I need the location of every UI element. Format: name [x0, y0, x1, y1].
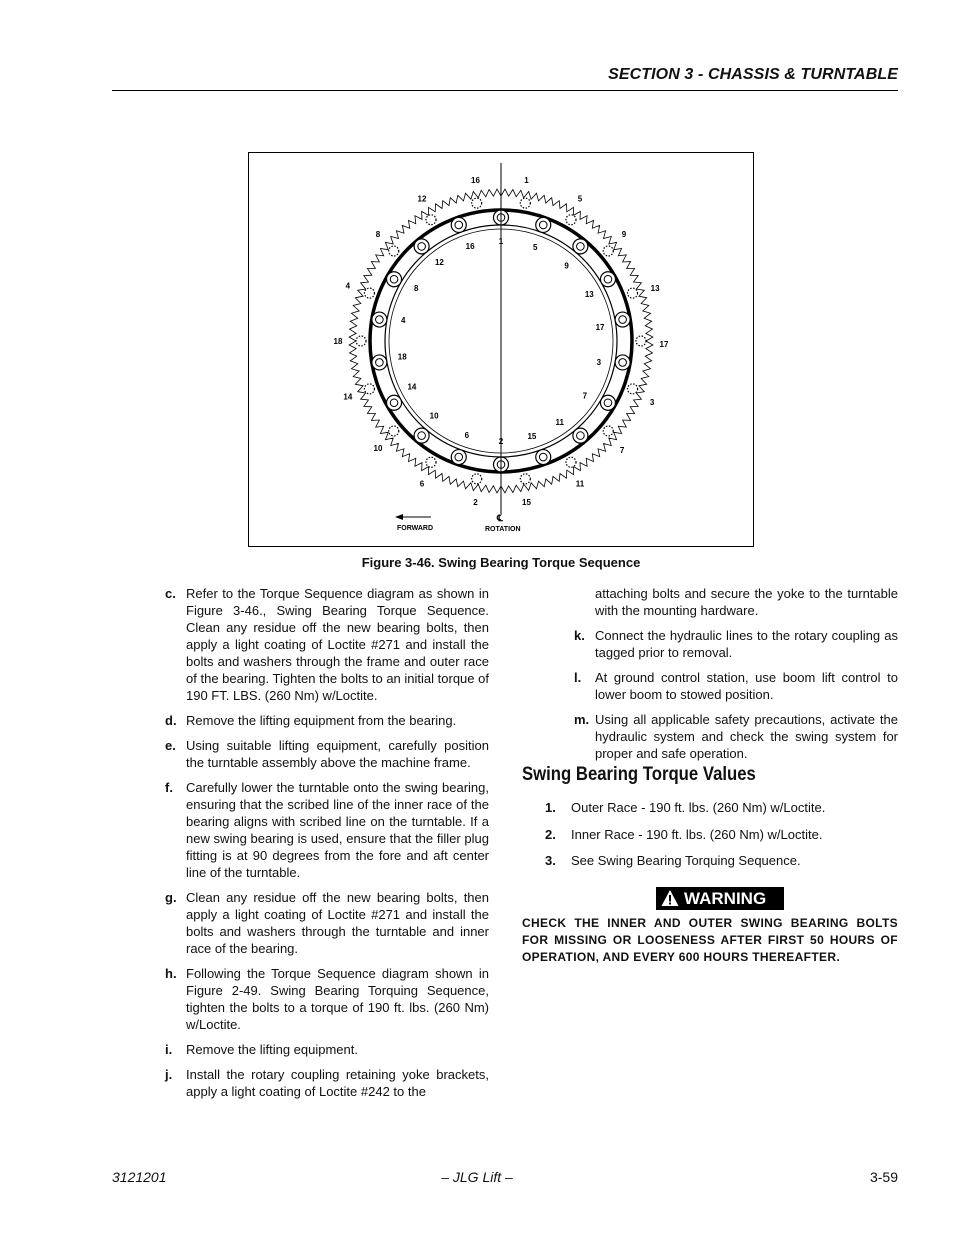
outer-bolt-hole: [566, 457, 576, 467]
list-item: 2. Inner Race - 190 ft. lbs. (260 Nm) w/Loctite.: [545, 826, 823, 842]
inner-bolt-hole: [414, 239, 429, 254]
inner-sequence-label: 16: [465, 241, 475, 251]
outer-bolt-hole: [389, 426, 399, 436]
outer-sequence-label: 10: [373, 443, 383, 453]
outer-sequence-label: 9: [621, 230, 627, 240]
inner-sequence-label: 14: [407, 382, 417, 392]
inner-bolt-hole: [600, 272, 615, 287]
outer-sequence-label: 6: [419, 479, 425, 489]
inner-bolt-hole: [536, 450, 551, 465]
outer-bolt-hole: [566, 215, 576, 225]
outer-bolt-hole: [636, 336, 646, 346]
outer-sequence-label: 8: [375, 230, 381, 240]
footer-brand: – JLG Lift –: [441, 1169, 513, 1185]
outer-sequence-label: 15: [522, 497, 531, 507]
step-continuation: attaching bolts and secure the yoke to the turntable with the mounting hardware.: [595, 586, 898, 618]
torque-values-list: [545, 799, 905, 879]
outer-sequence-label: 11: [575, 479, 585, 489]
warning-badge: [656, 887, 784, 910]
outer-sequence-label: 14: [343, 392, 353, 402]
step-item: k. Connect the hydraulic lines to the rotary coupling as tagged prior to removal.: [574, 628, 898, 660]
inner-sequence-label: 9: [564, 261, 569, 271]
inner-bolt-hole: [451, 450, 466, 465]
outer-sequence-label: 13: [650, 283, 660, 293]
inner-sequence-label: 6: [464, 430, 470, 440]
outer-bolt-hole: [364, 288, 374, 298]
step-item: g. Clean any residue off the new bearing bolts, then apply a light coating of Loctite #271 and install the bolts and washers through the turntable and inner race of the bearing.: [165, 890, 489, 956]
outer-bolt-hole: [628, 288, 638, 298]
rotation-label: ROTATION: [485, 526, 521, 533]
outer-sequence-label: 3: [649, 398, 655, 408]
step-item: m. Using all applicable safety precautions, activate the hydraulic system and check the swing system for proper and safe operation.: [574, 712, 898, 761]
outer-sequence-label: 7: [619, 446, 625, 456]
outer-sequence-label: 17: [659, 339, 669, 349]
outer-bolt-hole: [603, 246, 613, 256]
inner-sequence-label: 12: [434, 258, 444, 268]
inner-bolt-hole: [600, 395, 615, 410]
torque-values-heading: Swing Bearing Torque Values: [522, 764, 756, 785]
step-item: l. At ground control station, use boom lift control to lower boom to stowed position.: [574, 670, 898, 702]
outer-sequence-label: 4: [345, 281, 351, 291]
footer-doc-number: 3121201: [112, 1169, 167, 1185]
warning-text: CHECK THE INNER AND OUTER SWING BEARING BOLTS FOR MISSING OR LOOSENESS AFTER FIRST 50 HOURS OF OPERATION, AND EVERY 600 HOURS THEREAFTER.: [522, 916, 898, 964]
inner-bolt-hole: [615, 312, 630, 327]
figure-caption: Figure 3-46. Swing Bearing Torque Sequence: [361, 555, 641, 570]
swing-bearing-diagram: [249, 153, 753, 546]
warning-triangle-icon: [661, 889, 679, 907]
inner-sequence-label: 15: [527, 432, 537, 442]
step-item: c. Refer to the Torque Sequence diagram as shown in Figure 3-46., Swing Bearing Torque Sequence. Clean any residue off the new bearing bolts, then apply a light coating of Loctite #271 and install the bolts and washers through the frame and outer race of the bearing. Tighten the bolts to an initial torque of 190 FT. LBS. (260 Nm) w/Loctite.: [165, 586, 489, 703]
outer-bolt-hole: [364, 384, 374, 394]
inner-sequence-label: 7: [582, 391, 588, 401]
warning-label: WARNING: [684, 889, 767, 908]
inner-sequence-label: 3: [596, 357, 602, 367]
outer-bolt-hole: [472, 474, 482, 484]
outer-bolt-hole: [472, 198, 482, 208]
outer-bolt-hole: [389, 246, 399, 256]
footer-page-number: 3-59: [869, 1169, 898, 1185]
figure-frame: [248, 152, 754, 547]
page-header: [112, 64, 898, 91]
step-item: i. Remove the lifting equipment.: [165, 1042, 358, 1057]
outer-sequence-label: 12: [417, 194, 427, 204]
outer-bolt-hole: [603, 426, 613, 436]
inner-sequence-label: 5: [532, 243, 538, 253]
outer-bolt-hole: [520, 198, 530, 208]
inner-bolt-hole: [451, 217, 466, 232]
list-item: 3. See Swing Bearing Torquing Sequence.: [545, 853, 801, 868]
inner-sequence-label: 11: [555, 417, 565, 427]
inner-bolt-hole: [387, 395, 402, 410]
outer-bolt-hole: [520, 474, 530, 484]
inner-sequence-label: 1: [498, 237, 504, 246]
inner-bolt-hole: [372, 355, 387, 370]
centerline-symbol: ℄: [497, 513, 503, 523]
forward-arrow: [395, 514, 431, 520]
inner-sequence-label: 17: [595, 323, 605, 333]
outer-sequence-label: 1: [524, 176, 529, 186]
outer-bolt-hole: [356, 336, 366, 346]
outer-sequence-label: 18: [333, 337, 343, 346]
outer-bolt-hole: [628, 384, 638, 394]
forward-label: FORWARD: [397, 525, 434, 532]
inner-bolt-hole: [414, 428, 429, 443]
inner-bolt-hole: [573, 428, 588, 443]
step-item: e. Using suitable lifting equipment, carefully position the turntable assembly above the machine frame.: [165, 738, 489, 770]
list-item: 1. Outer Race - 190 ft. lbs. (260 Nm) w/Loctite.: [545, 800, 826, 815]
inner-bolt-hole: [615, 355, 630, 370]
step-item: j. Install the rotary coupling retaining yoke brackets, apply a light coating of Loctite #242 to the: [165, 1067, 489, 1099]
inner-sequence-label: 10: [429, 411, 439, 421]
inner-bolt-hole: [573, 239, 588, 254]
inner-sequence-label: 13: [584, 290, 594, 300]
step-item: h. Following the Torque Sequence diagram shown in Figure 2-49. Swing Bearing Torquing Sequence, tighten the bolts to a torque of 190 ft. lbs. (260 Nm) w/Loctite.: [165, 966, 489, 1032]
inner-sequence-label: 8: [413, 284, 419, 294]
inner-bolt-hole: [387, 272, 402, 287]
inner-bolt-hole: [372, 312, 387, 327]
inner-bolt-hole: [536, 217, 551, 232]
outer-bolt-hole: [426, 457, 436, 467]
outer-sequence-label: 2: [473, 497, 478, 507]
outer-sequence-label: 5: [577, 194, 583, 204]
left-column: [165, 585, 489, 1108]
section-title-header: SECTION 3 - CHASSIS & TURNTABLE: [608, 66, 898, 83]
outer-sequence-label: 16: [471, 176, 480, 186]
outer-bolt-hole: [426, 215, 436, 225]
right-column: [574, 585, 898, 770]
inner-sequence-label: 4: [400, 316, 406, 326]
inner-sequence-label: 2: [498, 437, 504, 446]
step-item: f. Carefully lower the turntable onto the swing bearing, ensuring that the scribed line of the inner race of the bearing aligns with scribed line on the turntable. If a new swing bearing is used, ensure that the filler plug fitting is at 90 degrees from the fore and aft center line of the turntable.: [165, 780, 489, 880]
inner-sequence-label: 18: [397, 352, 407, 362]
step-item: d. Remove the lifting equipment from the bearing.: [165, 713, 457, 728]
